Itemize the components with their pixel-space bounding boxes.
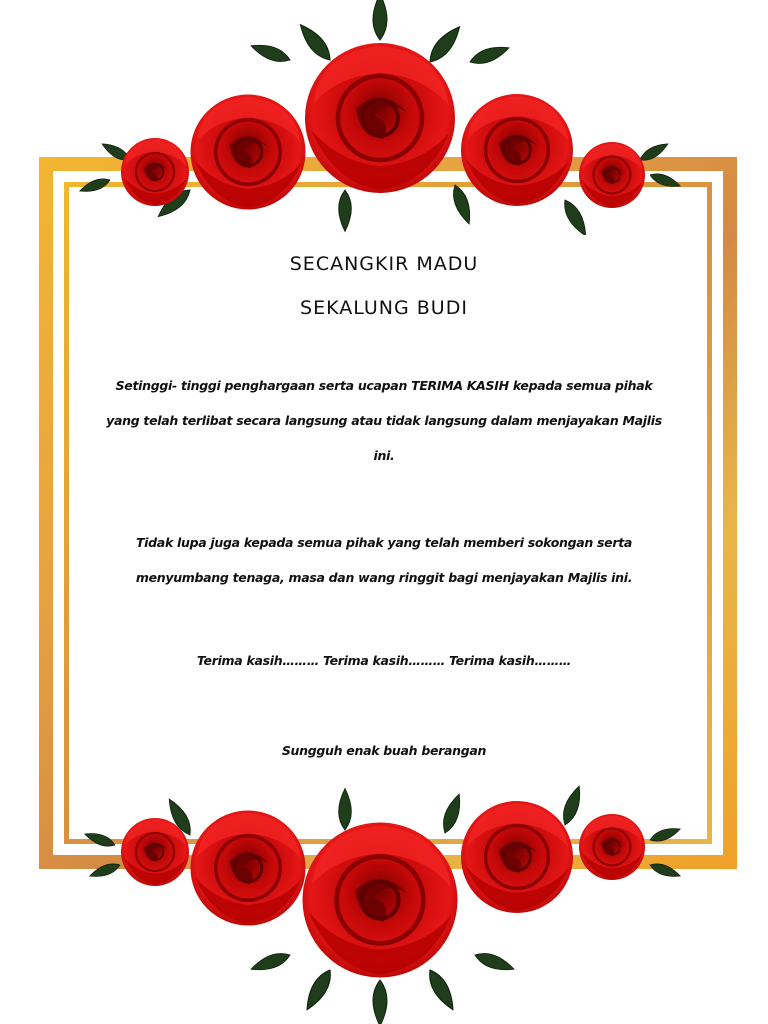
rose-garland-top-icon: [0, 0, 768, 235]
support-paragraph: Tidak lupa juga kepada semua pihak yang telah memberi sokongan serta menyumbang tenaga, masa dan wang ringgit bagi menjayakan Majlis ini.: [135, 535, 633, 585]
appreciation-paragraph: Setinggi- tinggi penghargaan serta ucapan TERIMA KASIH kepada semua pihak yang telah terlibat secara langsung atau tidak langsung dalam menjayakan Majlis ini.: [106, 378, 662, 463]
closing-line: Sungguh enak buah berangan: [281, 743, 487, 758]
title-line-2: SEKALUNG BUDI: [300, 297, 468, 319]
title-line-1: SECANGKIR MADU: [289, 253, 479, 275]
rose-garland-bottom-icon: [0, 785, 768, 1024]
thanks-line: Terima kasih……… Terima kasih……… Terima kasih………: [196, 653, 572, 668]
